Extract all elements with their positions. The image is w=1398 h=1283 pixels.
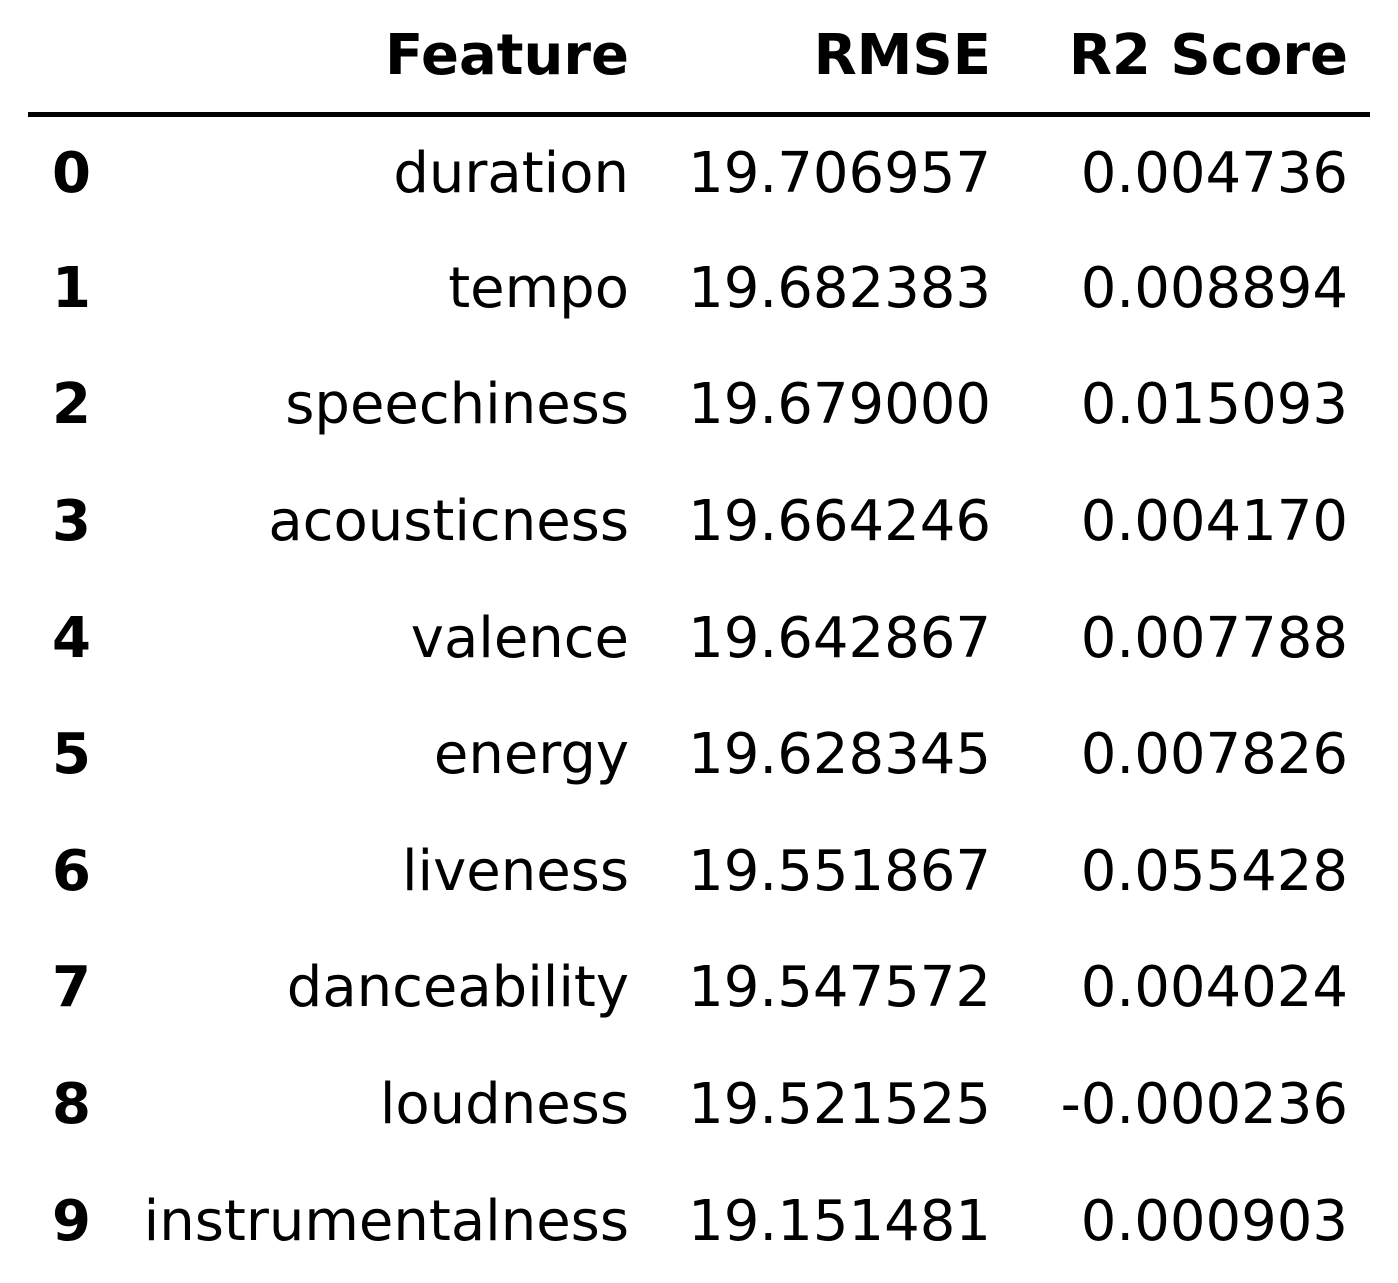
rmse-column-header: RMSE: [651, 0, 1013, 114]
r2-cell: 0.007826: [1080, 722, 1348, 788]
table-row: [28, 464, 1370, 581]
table-row: [28, 347, 1370, 464]
rmse-cell: 19.706957: [688, 140, 991, 206]
table-row: [28, 580, 1370, 697]
row-index: 0: [52, 140, 91, 206]
row-index: 7: [52, 955, 91, 1021]
index-column-header: [28, 0, 128, 114]
feature-cell: acousticness: [268, 489, 629, 555]
feature-cell: speechiness: [285, 372, 629, 438]
feature-column-header: Feature: [128, 0, 651, 114]
table-body: [28, 114, 1370, 1280]
r2-cell: 0.004170: [1080, 489, 1348, 555]
r2-cell: 0.055428: [1080, 838, 1348, 904]
r2-score-column-header: R2 Score: [1013, 0, 1370, 114]
r2-cell: -0.000236: [1060, 1072, 1348, 1138]
feature-cell: tempo: [448, 255, 629, 321]
row-index: 4: [52, 605, 91, 671]
r2-cell: 0.007788: [1080, 605, 1348, 671]
r2-cell: 0.008894: [1080, 255, 1348, 321]
table-row: [28, 1047, 1370, 1164]
rmse-cell: 19.679000: [688, 372, 991, 438]
header-row: [28, 0, 1370, 114]
rmse-cell: 19.682383: [688, 255, 991, 321]
table-header: [28, 0, 1370, 114]
rmse-cell: 19.551867: [688, 838, 991, 904]
feature-cell: danceability: [286, 955, 629, 1021]
row-index: 3: [52, 489, 91, 555]
r2-cell: 0.004736: [1080, 140, 1348, 206]
row-index: 8: [52, 1072, 91, 1138]
feature-cell: instrumentalness: [143, 1188, 629, 1254]
results-table: [28, 0, 1370, 1280]
feature-cell: valence: [410, 605, 629, 671]
rmse-cell: 19.521525: [688, 1072, 991, 1138]
r2-cell: 0.004024: [1080, 955, 1348, 1021]
table-row: [28, 114, 1370, 231]
rmse-cell: 19.642867: [688, 605, 991, 671]
rmse-cell: 19.547572: [688, 955, 991, 1021]
results-table-container: [28, 0, 1370, 1280]
table-row: [28, 930, 1370, 1047]
feature-cell: energy: [433, 722, 629, 788]
table-row: [28, 814, 1370, 931]
row-index: 9: [52, 1188, 91, 1254]
r2-cell: 0.015093: [1080, 372, 1348, 438]
rmse-cell: 19.151481: [688, 1188, 991, 1254]
rmse-cell: 19.628345: [688, 722, 991, 788]
table-row: [28, 231, 1370, 348]
r2-cell: 0.000903: [1080, 1188, 1348, 1254]
feature-cell: loudness: [379, 1072, 629, 1138]
table-row: [28, 1163, 1370, 1280]
row-index: 6: [52, 838, 91, 904]
row-index: 5: [52, 722, 91, 788]
row-index: 1: [52, 255, 91, 321]
feature-cell: liveness: [401, 838, 629, 904]
feature-cell: duration: [393, 140, 629, 206]
table-row: [28, 697, 1370, 814]
rmse-cell: 19.664246: [688, 489, 991, 555]
row-index: 2: [52, 372, 91, 438]
